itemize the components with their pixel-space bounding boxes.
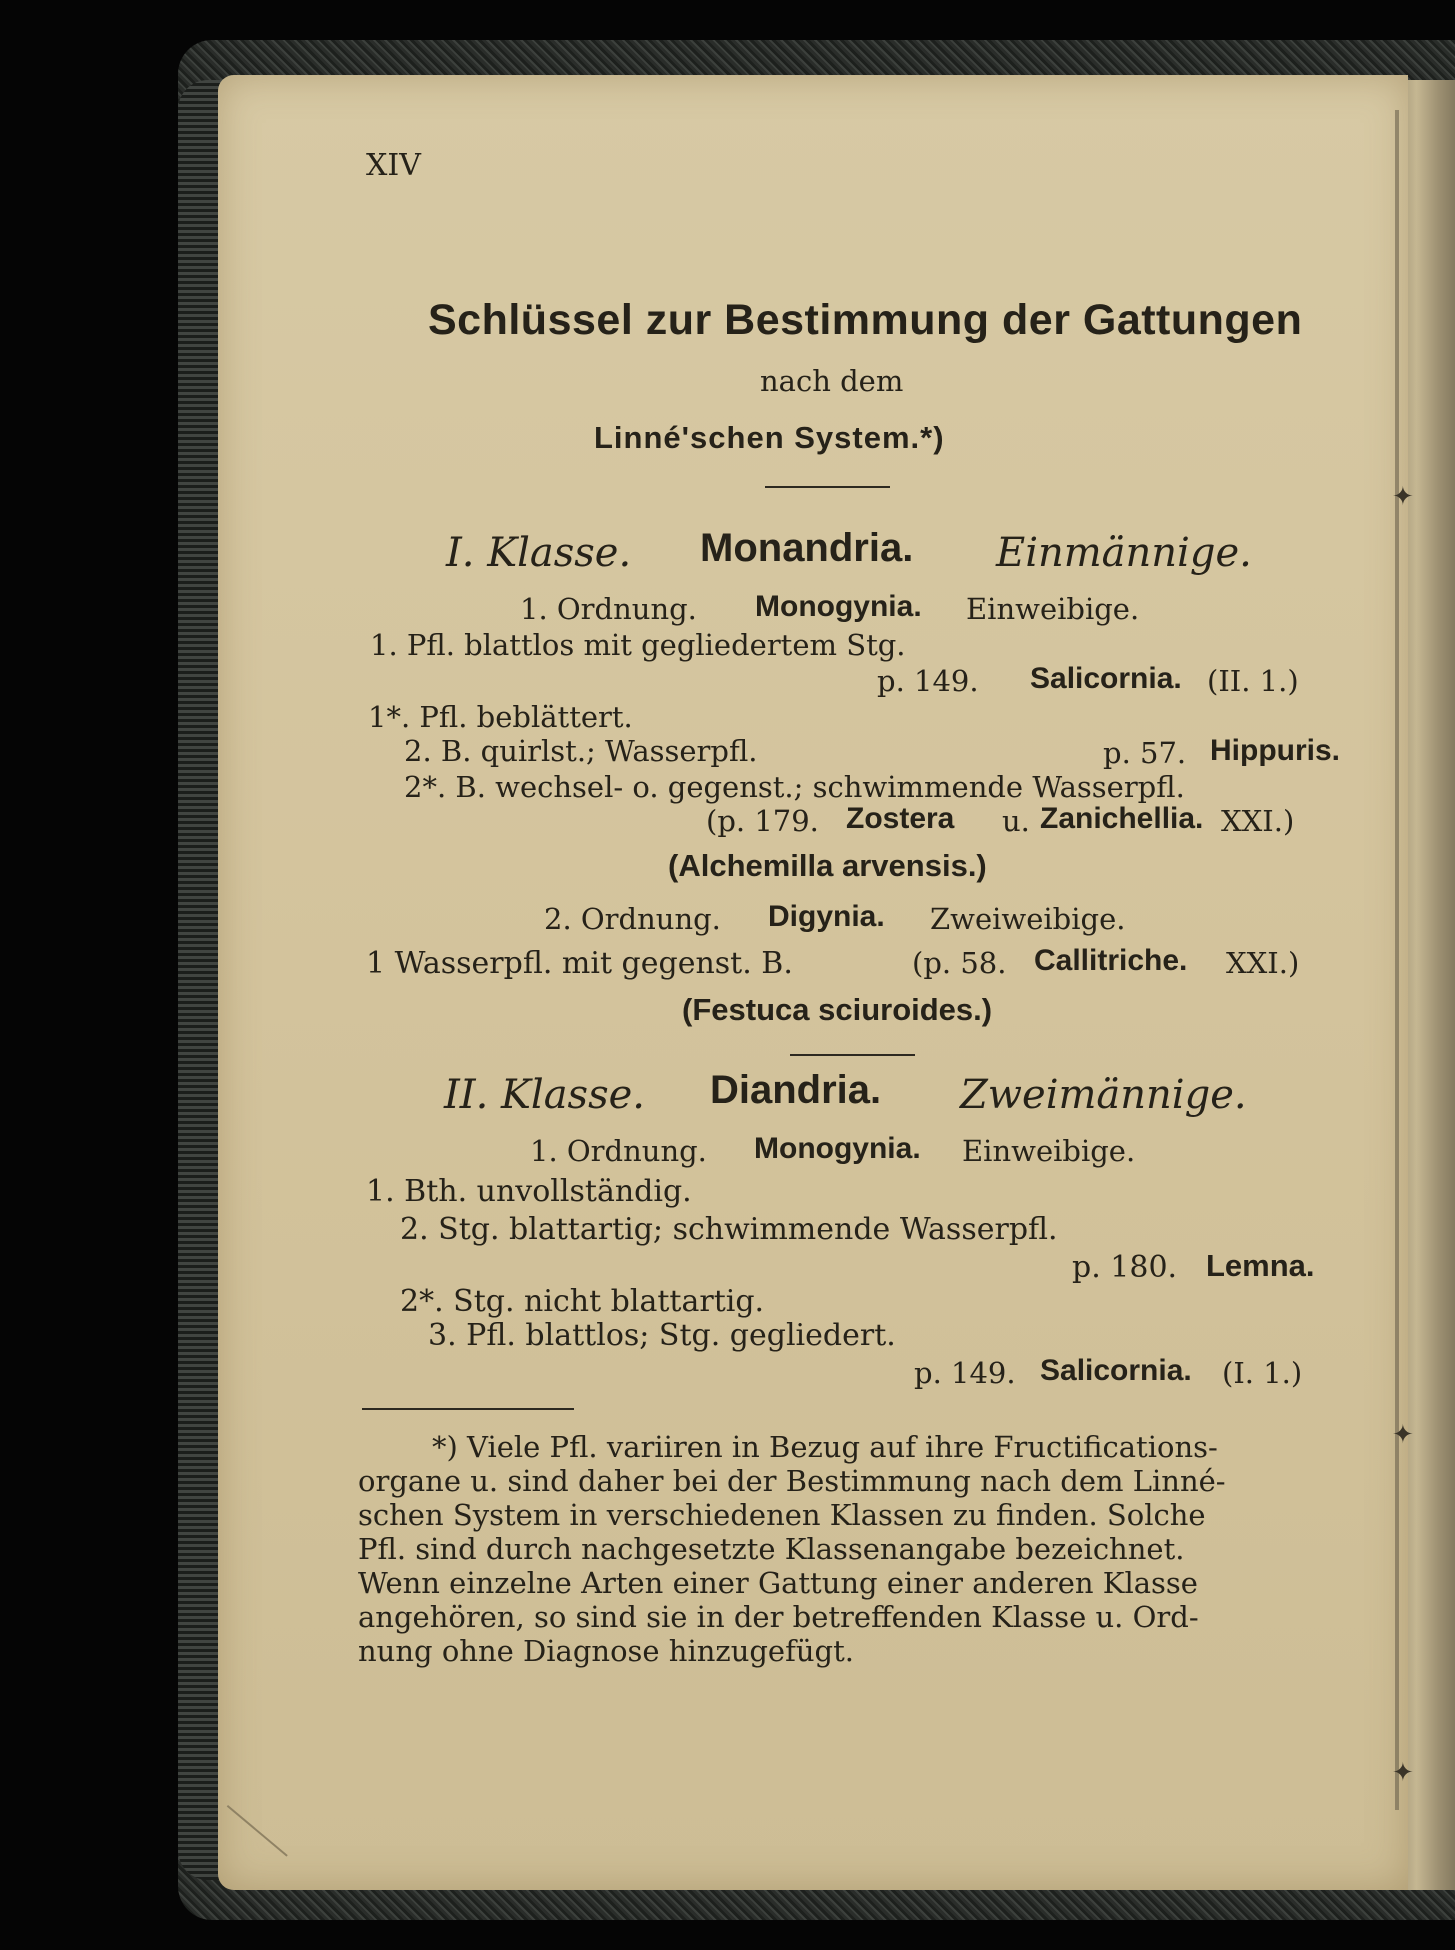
genus-name: Zanichellia. [1040,802,1204,835]
page-ref: p. 57. [1103,736,1187,770]
class2-order1-german: Einweibige. [962,1134,1136,1168]
page-number: XIV [366,148,421,183]
footnote-line: nung ohne Diagnose hinzugefügt. [358,1634,854,1668]
key-line: 1*. Pfl. beblättert. [368,700,633,734]
key-line: 1. Bth. unvollständig. [366,1174,692,1209]
footnote-line: schen System in verschiedenen Klassen zu finden. Solche [358,1498,1206,1532]
binding-stitch: ✦ [1392,1758,1414,1788]
class2-order1-name: Monogynia. [754,1132,921,1165]
section-divider [765,486,890,488]
section-divider [790,1054,915,1056]
class1-order2-name: Digynia. [768,900,885,933]
page-gutter [1395,110,1399,1810]
binding-stitch: ✦ [1392,482,1414,512]
class-ref: (I. 1.) [1222,1356,1303,1390]
genus-note: (Festuca sciuroides.) [682,992,993,1027]
genus-name: Lemna. [1206,1248,1315,1283]
footnote-line: angehören, so sind sie in der betreffenden Klasse u. Ord- [358,1600,1199,1634]
class-ref: XXI.) [1226,946,1300,980]
class1-order1-label: 1. Ordnung. [520,592,697,626]
genus-name: Hippuris. [1210,734,1341,767]
class1-order2-german: Zweiweibige. [930,902,1126,936]
page-ref: (p. 179. [706,804,819,838]
class1-order2-label: 2. Ordnung. [544,902,721,936]
genus-name: Salicornia. [1040,1354,1192,1387]
conjunction: u. [1002,804,1030,838]
footnote-line: Pfl. sind durch nachgesetzte Klassenangabe bezeichnet. [358,1532,1185,1566]
class1-name: Monandria. [700,526,914,570]
class2-name: Diandria. [710,1068,882,1112]
key-line: 2*. B. wechsel- o. gegenst.; schwimmende Wasserpfl. [404,770,1185,804]
class2-klasse: II. Klasse. [444,1072,645,1118]
footnote-line: organe u. sind daher bei der Bestimmung nach dem Linné- [358,1464,1226,1498]
footnote-divider [362,1408,574,1410]
key-line: 2. B. quirlst.; Wasserpfl. [404,734,758,768]
page-ref: p. 149. [914,1356,1016,1390]
class2-german: Zweimännige. [960,1072,1247,1118]
genus-note: (Alchemilla arvensis.) [668,848,987,883]
key-line: 1. Pfl. blattlos mit gegliedertem Stg. [370,628,906,662]
key-line: 3. Pfl. blattlos; Stg. gegliedert. [428,1318,896,1353]
genus-name: Salicornia. [1030,662,1182,695]
class2-order1-label: 1. Ordnung. [530,1134,707,1168]
class1-order1-name: Monogynia. [755,590,922,623]
class1-order1-german: Einweibige. [966,592,1140,626]
page-ref: p. 149. [877,664,979,698]
page-title: Schlüssel zur Bestimmung der Gattungen [428,296,1303,344]
binding-stitch: ✦ [1392,1420,1414,1450]
page-ref: p. 180. [1072,1250,1178,1285]
footnote-line: *) Viele Pfl. variiren in Bezug auf ihre Fructifications- [432,1430,1218,1464]
class1-klasse: I. Klasse. [446,530,632,576]
class-ref: XXI.) [1221,804,1295,838]
key-line: 2. Stg. blattartig; schwimmende Wasserpfl. [400,1212,1058,1247]
page-ref: (p. 58. [912,946,1007,980]
key-line: 2*. Stg. nicht blattartig. [400,1284,765,1319]
genus-name: Callitriche. [1034,944,1188,977]
genus-name: Zostera [846,802,955,835]
class-ref: (II. 1.) [1207,664,1299,698]
class1-german: Einmännige. [996,530,1252,576]
footnote-line: Wenn einzelne Arten einer Gattung einer anderen Klasse [358,1566,1198,1600]
system-heading: Linné'schen System.*) [594,420,945,455]
key-line: 1 Wasserpfl. mit gegenst. B. [366,946,793,981]
page-subtitle: nach dem [760,364,904,398]
facing-page-edge [1400,80,1455,1890]
